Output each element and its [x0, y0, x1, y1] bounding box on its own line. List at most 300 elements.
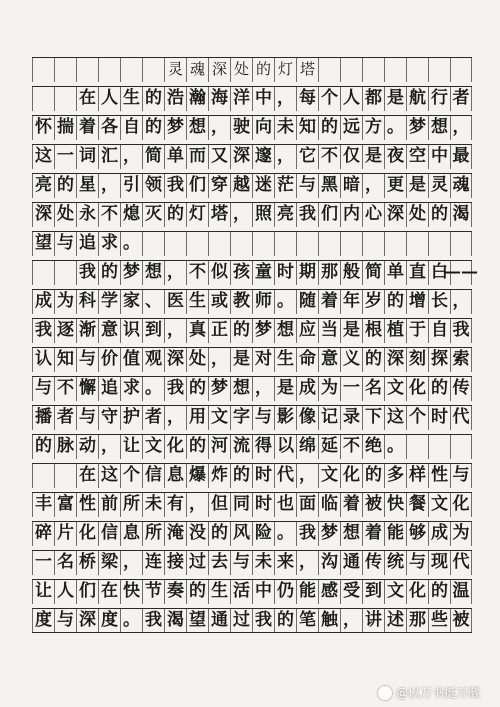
grid-cell: 这	[98, 464, 120, 488]
grid-cell: 多	[384, 464, 406, 488]
grid-cell: 各	[98, 116, 120, 140]
grid-cell	[54, 58, 76, 82]
grid-cell: 暗	[340, 174, 362, 198]
grid-cell: 文	[208, 406, 230, 430]
grid-cell	[164, 232, 186, 256]
grid-cell: 与	[450, 464, 472, 488]
grid-cell: 现	[428, 551, 450, 575]
grid-cell: 塔	[296, 58, 318, 82]
grid-cell: 餐	[406, 493, 428, 517]
grid-cell: 但	[208, 493, 230, 517]
grid-cell: 仅	[340, 145, 362, 169]
grid-cell: 望	[32, 232, 54, 256]
grid-cell: 文	[428, 493, 450, 517]
grid-cell: 的	[428, 377, 450, 401]
grid-cell: 魂	[450, 174, 472, 198]
grid-cell: 让	[32, 580, 54, 604]
grid-cell	[340, 232, 362, 256]
grid-cell: 爆	[186, 464, 208, 488]
text-row	[32, 318, 472, 343]
grid-cell: 自	[120, 116, 142, 140]
grid-cell: ，	[186, 493, 208, 517]
grid-cell: 是	[384, 87, 406, 111]
grid-cell: 着	[362, 522, 384, 546]
grid-cell: 值	[120, 348, 142, 372]
grid-cell: 想	[230, 377, 252, 401]
grid-cell: 时	[274, 261, 296, 285]
grid-cell	[428, 58, 450, 82]
grid-cell: 追	[98, 377, 120, 401]
grid-cell: 。	[274, 290, 296, 314]
grid-cell: 未	[252, 551, 274, 575]
grid-cell: 化	[76, 522, 98, 546]
grid-cell: 灯	[274, 58, 296, 82]
grid-cell: ，	[98, 174, 120, 198]
grid-cell: 人	[340, 87, 362, 111]
grid-cell: 最	[450, 145, 472, 169]
grid-cell: 淹	[164, 522, 186, 546]
grid-cell	[54, 464, 76, 488]
grid-cell: 的	[384, 290, 406, 314]
grid-cell: 名	[54, 551, 76, 575]
grid-cell: 。	[120, 609, 142, 632]
grid-cell: 植	[384, 319, 406, 343]
grid-cell: 不	[318, 145, 340, 169]
grid-cell: 我	[252, 609, 274, 632]
grid-cell: 逐	[54, 319, 76, 343]
grid-cell: 文	[384, 377, 406, 401]
grid-cell: 与	[296, 174, 318, 198]
grid-cell: 迷	[252, 174, 274, 198]
grid-cell: 息	[164, 464, 186, 488]
grid-cell: 信	[98, 522, 120, 546]
grid-cell: 邃	[252, 145, 274, 169]
grid-cell: 又	[208, 145, 230, 169]
grid-cell: 认	[32, 348, 54, 372]
grid-cell: 能	[296, 580, 318, 604]
text-row	[32, 289, 472, 314]
grid-cell: 富	[54, 493, 76, 517]
grid-cell: 代	[274, 464, 296, 488]
grid-cell	[32, 87, 54, 111]
grid-cell: 深	[384, 348, 406, 372]
grid-cell: 险	[252, 522, 274, 546]
grid-cell: 义	[340, 348, 362, 372]
grid-cell: 长	[428, 290, 450, 314]
grid-cell: 片	[54, 522, 76, 546]
grid-cell	[98, 58, 120, 82]
grid-cell: 度	[98, 609, 120, 632]
grid-cell: 知	[296, 116, 318, 140]
grid-cell: 播	[32, 406, 54, 430]
grid-cell: 空	[406, 145, 428, 169]
grid-cell: 中	[428, 145, 450, 169]
grid-cell: 护	[120, 406, 142, 430]
grid-cell: 通	[208, 609, 230, 632]
grid-cell: ，	[164, 261, 186, 285]
grid-cell	[450, 58, 472, 82]
grid-cell: 想	[186, 116, 208, 140]
grid-cell: 的	[252, 58, 274, 82]
grid-cell: 一	[32, 551, 54, 575]
text-row	[32, 231, 472, 256]
grid-cell: 与	[76, 348, 98, 372]
grid-cell: 直	[406, 261, 428, 285]
grid-cell: 照	[252, 203, 274, 227]
grid-cell: 科	[76, 290, 98, 314]
grid-cell: 碎	[32, 522, 54, 546]
grid-cell: 海	[208, 87, 230, 111]
grid-cell: 那	[406, 609, 428, 632]
grid-cell: 代	[450, 551, 472, 575]
grid-cell: 单	[164, 145, 186, 169]
grid-cell: 驶	[230, 116, 252, 140]
grid-cell: 的	[230, 319, 252, 343]
grid-cell: ，	[208, 116, 230, 140]
grid-cell: 被	[450, 609, 472, 632]
grid-cell: 魂	[186, 58, 208, 82]
grid-cell: 当	[318, 319, 340, 343]
grid-cell: 深	[164, 348, 186, 372]
grid-cell	[186, 232, 208, 256]
grid-cell: ，	[164, 406, 186, 430]
grid-cell: 的	[428, 203, 450, 227]
grid-cell: 。	[274, 522, 296, 546]
grid-cell: 根	[362, 319, 384, 343]
grid-cell: 学	[98, 290, 120, 314]
grid-cell	[142, 58, 164, 82]
grid-cell: 文	[142, 435, 164, 459]
grid-cell: 浩	[164, 87, 186, 111]
grid-cell: 绵	[296, 435, 318, 459]
grid-cell: 者	[142, 406, 164, 430]
grid-cell: 在	[98, 580, 120, 604]
grid-cell: ，	[120, 145, 142, 169]
grid-cell: 简	[362, 261, 384, 285]
grid-cell: 想	[142, 261, 164, 285]
grid-cell: 揣	[54, 116, 76, 140]
grid-cell: 的	[318, 116, 340, 140]
grid-cell: 风	[230, 522, 252, 546]
grid-cell: 讲	[362, 609, 384, 632]
grid-cell: 的	[32, 435, 54, 459]
grid-cell: 的	[142, 116, 164, 140]
grid-cell: 梦	[406, 116, 428, 140]
grid-cell	[296, 232, 318, 256]
grid-cell: 与	[76, 406, 98, 430]
grid-cell: 生	[208, 580, 230, 604]
grid-cell: 延	[318, 435, 340, 459]
grid-cell: 童	[252, 261, 274, 285]
grid-cell: 能	[384, 522, 406, 546]
grid-cell: 流	[230, 435, 252, 459]
grid-cell: 守	[98, 406, 120, 430]
grid-cell: 没	[186, 522, 208, 546]
grid-cell: ，	[362, 174, 384, 198]
grid-cell: 着	[318, 290, 340, 314]
grid-cell: ，	[274, 87, 296, 111]
grid-cell: 期	[296, 261, 318, 285]
grid-cell: 是	[340, 319, 362, 343]
grid-cell: 随	[296, 290, 318, 314]
grid-cell: 在	[76, 464, 98, 488]
title-row	[32, 57, 472, 82]
grid-cell: 过	[186, 551, 208, 575]
grid-cell: 时	[428, 406, 450, 430]
grid-cell: 动	[76, 435, 98, 459]
grid-cell: 不	[186, 261, 208, 285]
grid-cell: ，	[296, 551, 318, 575]
grid-cell: 有	[164, 493, 186, 517]
grid-cell: 为	[54, 290, 76, 314]
grid-cell: 意	[98, 319, 120, 343]
grid-cell	[428, 232, 450, 256]
grid-cell: 这	[32, 145, 54, 169]
grid-cell	[32, 464, 54, 488]
text-row	[32, 521, 472, 546]
grid-cell: 渴	[450, 203, 472, 227]
grid-cell: 中	[252, 87, 274, 111]
grid-cell: 。	[142, 377, 164, 401]
grid-cell: 的	[362, 348, 384, 372]
grid-cell: 文	[318, 464, 340, 488]
grid-cell: 是	[274, 377, 296, 401]
grid-cell: 代	[450, 406, 472, 430]
text-row	[32, 173, 472, 198]
grid-cell: 星	[76, 174, 98, 198]
grid-cell: 者	[54, 406, 76, 430]
grid-cell: 词	[76, 145, 98, 169]
text-row	[32, 115, 472, 140]
grid-cell: 简	[142, 145, 164, 169]
grid-cell: 到	[362, 580, 384, 604]
grid-cell	[362, 58, 384, 82]
grid-cell: 来	[274, 551, 296, 575]
grid-cell: 远	[340, 116, 362, 140]
grid-cell: 的	[54, 174, 76, 198]
grid-cell: 所	[142, 522, 164, 546]
text-row	[32, 260, 478, 285]
grid-cell: 脉	[54, 435, 76, 459]
grid-cell: 年	[340, 290, 362, 314]
grid-cell: 价	[98, 348, 120, 372]
grid-cell: 一	[54, 145, 76, 169]
grid-cell: 、	[142, 290, 164, 314]
grid-cell: 般	[340, 261, 362, 285]
grid-cell: 我	[164, 174, 186, 198]
text-row	[32, 492, 472, 517]
grid-cell	[32, 58, 54, 82]
grid-cell: 正	[208, 319, 230, 343]
grid-cell: 观	[142, 348, 164, 372]
grid-cell	[76, 58, 98, 82]
text-row	[32, 144, 472, 169]
grid-cell: 与	[252, 406, 274, 430]
grid-cell: 时	[252, 464, 274, 488]
grid-cell: 过	[230, 609, 252, 632]
grid-cell	[54, 87, 76, 111]
grid-cell: 感	[318, 580, 340, 604]
grid-cell	[450, 435, 472, 459]
grid-cell: 化	[340, 464, 362, 488]
grid-cell: 求	[98, 232, 120, 256]
grid-cell: 快	[384, 493, 406, 517]
grid-cell: 前	[98, 493, 120, 517]
grid-cell: 河	[208, 435, 230, 459]
grid-cell: 成	[296, 377, 318, 401]
grid-cell: 单	[384, 261, 406, 285]
grid-cell: 师	[252, 290, 274, 314]
grid-cell: 信	[142, 464, 164, 488]
grid-cell: 些	[428, 609, 450, 632]
grid-cell: 化	[450, 493, 472, 517]
text-row	[32, 550, 472, 575]
grid-cell: 活	[230, 580, 252, 604]
grid-cell: 桥	[76, 551, 98, 575]
grid-cell: 内	[340, 203, 362, 227]
grid-cell: 心	[362, 203, 384, 227]
grid-cell: 应	[296, 319, 318, 343]
grid-cell: 成	[428, 522, 450, 546]
grid-cell: 让	[120, 435, 142, 459]
grid-cell	[32, 261, 54, 285]
grid-cell: 着	[76, 116, 98, 140]
grid-cell: 影	[274, 406, 296, 430]
grid-cell: 引	[120, 174, 142, 198]
text-row	[32, 463, 472, 488]
grid-cell: 追	[76, 232, 98, 256]
grid-cell: 着	[340, 493, 362, 517]
grid-cell: 化	[164, 435, 186, 459]
grid-cell: 处	[230, 58, 252, 82]
grid-cell: 灯	[186, 203, 208, 227]
grid-cell: 们	[186, 174, 208, 198]
grid-cell: 炸	[208, 464, 230, 488]
grid-cell: 处	[54, 203, 76, 227]
grid-cell: 被	[362, 493, 384, 517]
grid-cell: 领	[142, 174, 164, 198]
grid-cell: 人	[54, 580, 76, 604]
grid-cell: 渐	[76, 319, 98, 343]
grid-cell: 想	[340, 522, 362, 546]
grid-cell: 性	[76, 493, 98, 517]
watermark	[378, 684, 480, 701]
grid-cell: 不	[98, 203, 120, 227]
grid-cell: 也	[274, 493, 296, 517]
grid-cell: 望	[186, 609, 208, 632]
grid-cell: 们	[76, 580, 98, 604]
grid-cell: 的	[98, 261, 120, 285]
grid-cell: 意	[318, 348, 340, 372]
grid-cell: ，	[450, 116, 472, 140]
grid-cell: 塔	[208, 203, 230, 227]
grid-cell: 梦	[252, 319, 274, 343]
grid-cell: 岁	[362, 290, 384, 314]
grid-cell: 我	[32, 319, 54, 343]
grid-cell: 为	[450, 522, 472, 546]
grid-cell: 字	[230, 406, 252, 430]
grid-cell: 触	[318, 609, 340, 632]
grid-cell: 奏	[164, 580, 186, 604]
grid-cell: 为	[318, 377, 340, 401]
grid-cell	[428, 435, 450, 459]
writing-grid-sheet	[32, 57, 478, 633]
grid-cell: 用	[186, 406, 208, 430]
grid-cell	[230, 232, 252, 256]
grid-cell: 性	[428, 464, 450, 488]
grid-cell: 黑	[318, 174, 340, 198]
grid-cell: 向	[252, 116, 274, 140]
grid-cell: 我	[450, 319, 472, 343]
grid-cell: 的	[164, 203, 186, 227]
grid-cell: 笔	[296, 609, 318, 632]
grid-cell: 仍	[274, 580, 296, 604]
grid-cell	[384, 58, 406, 82]
grid-cell: 渴	[164, 609, 186, 632]
grid-cell: 我	[296, 203, 318, 227]
grid-cell: 索	[450, 348, 472, 372]
grid-cell: 越	[230, 174, 252, 198]
grid-cell: 一	[340, 377, 362, 401]
grid-cell: 永	[76, 203, 98, 227]
grid-cell: 探	[428, 348, 450, 372]
grid-cell: 受	[340, 580, 362, 604]
grid-cell: 成	[32, 290, 54, 314]
grid-cell: 沟	[318, 551, 340, 575]
grid-cell: 穿	[208, 174, 230, 198]
grid-cell: 统	[384, 551, 406, 575]
grid-cell: 未	[142, 493, 164, 517]
grid-cell: 是	[406, 174, 428, 198]
grid-cell: 于	[406, 319, 428, 343]
grid-cell: 我	[76, 261, 98, 285]
grid-cell: 医	[164, 290, 186, 314]
grid-cell: 。	[384, 116, 406, 140]
grid-cell: 想	[274, 319, 296, 343]
grid-cell: 是	[230, 348, 252, 372]
grid-cell: 茫	[274, 174, 296, 198]
grid-cell: 到	[142, 319, 164, 343]
grid-cell: 深	[76, 609, 98, 632]
grid-cell: 够	[406, 522, 428, 546]
grid-cell: 临	[318, 493, 340, 517]
grid-cell: 处	[406, 203, 428, 227]
text-row	[32, 347, 472, 372]
grid-cell: ，	[230, 203, 252, 227]
grid-cell: 个	[406, 406, 428, 430]
grid-cell: 得	[252, 435, 274, 459]
grid-cell: 而	[186, 145, 208, 169]
grid-cell: 洋	[230, 87, 252, 111]
grid-cell: 记	[318, 406, 340, 430]
grid-cell: 的	[230, 464, 252, 488]
grid-cell: 与	[32, 377, 54, 401]
grid-cell: ——	[450, 261, 472, 285]
grid-cell: 不	[340, 435, 362, 459]
grid-cell: 梦	[120, 261, 142, 285]
grid-cell: 每	[296, 87, 318, 111]
grid-cell: 个	[318, 87, 340, 111]
grid-cell	[318, 232, 340, 256]
grid-cell	[208, 232, 230, 256]
grid-cell: 它	[296, 145, 318, 169]
grid-cell: 白	[428, 261, 450, 285]
grid-cell: 灵	[428, 174, 450, 198]
grid-cell: 命	[296, 348, 318, 372]
grid-cell: 似	[208, 261, 230, 285]
grid-cell: 深	[384, 203, 406, 227]
grid-cell: 节	[142, 580, 164, 604]
